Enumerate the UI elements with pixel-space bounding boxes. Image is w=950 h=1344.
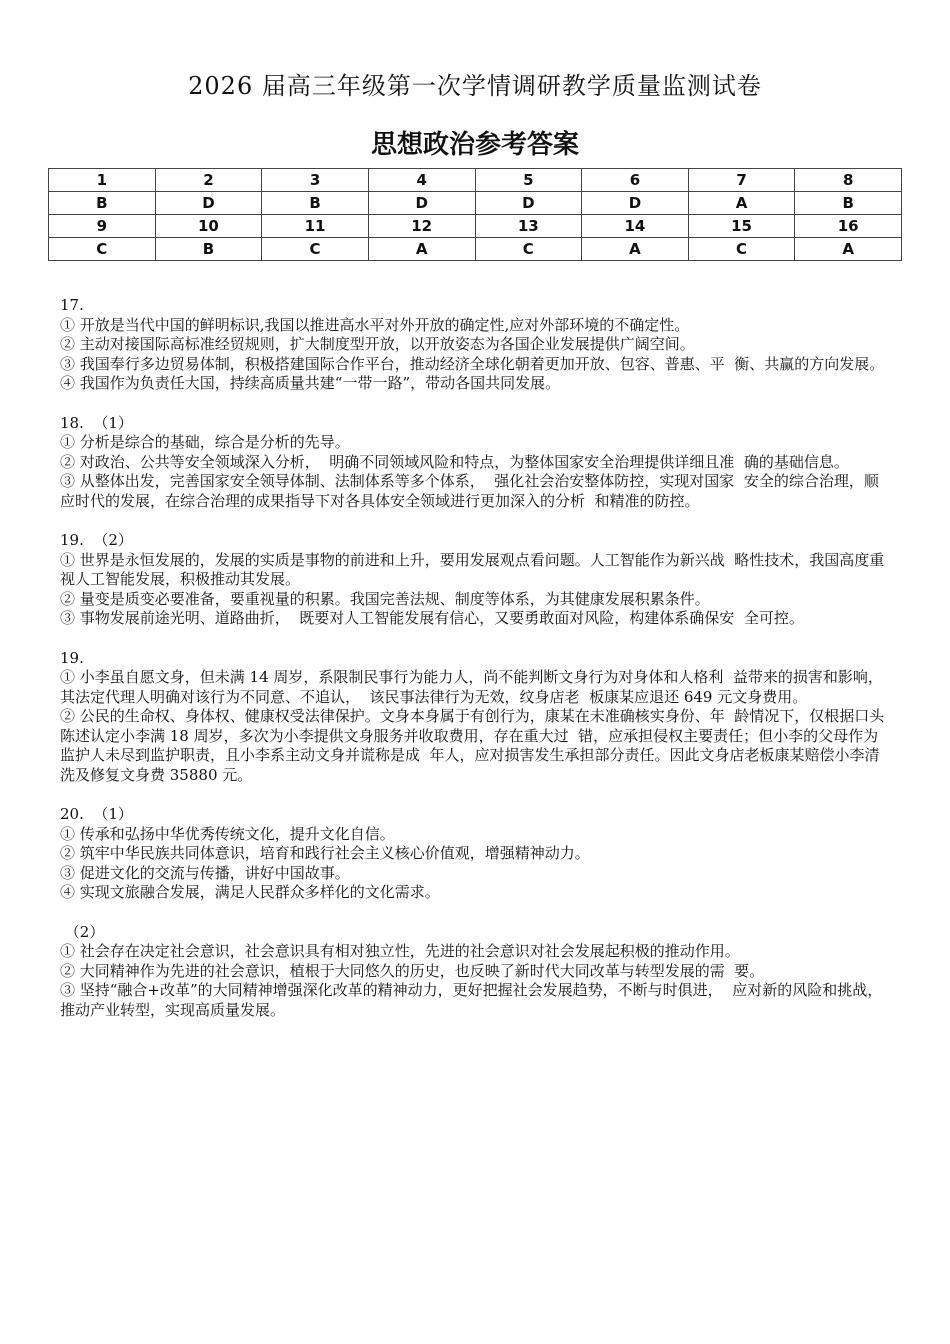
answer-letter-cell: B bbox=[155, 238, 262, 261]
answer-letter-cell: A bbox=[795, 238, 902, 261]
answer-point: ④ 我国作为负责任大国，持续高质量共建“一带一路”，带动各国共同发展。 bbox=[60, 374, 561, 392]
answer-point: ② 对政治、公共等安全领域深入分析， 明确不同领域风险和特点，为整体国家安全治理提供详细且准 确的基础信息。 bbox=[60, 452, 849, 471]
answer-point: ① 世界是永恒发展的，发展的实质是事物的前进和上升，要用发展观点看问题。人工智能作为新兴战 略性技术，我国高度重视人工智能发展，积极推动其发展。 bbox=[60, 550, 885, 588]
answer-letter-cell: C bbox=[475, 238, 582, 261]
answer-point: ③ 促进文化的交流与传播，讲好中国故事。 bbox=[60, 863, 350, 882]
question-number-cell: 14 bbox=[582, 215, 689, 238]
answer-block bbox=[60, 923, 890, 1021]
question-number-cell: 11 bbox=[262, 215, 369, 238]
question-number-cell: 4 bbox=[368, 169, 475, 192]
answer-point: ③ 从整体出发，完善国家安全领导体制、法制体系等多个体系， 强化社会治安整体防控，实现对国家 安全的综合治理，顺应时代的发展，在综合治理的成果指导下对各具体安全领域进行更加深入的分析 和精准的防控。 bbox=[60, 472, 879, 510]
question-heading: （2） bbox=[60, 922, 105, 941]
answer-letter-cell: C bbox=[49, 238, 156, 261]
answer-letter-cell: A bbox=[368, 238, 475, 261]
question-number-cell: 3 bbox=[262, 169, 369, 192]
question-heading: 19. bbox=[60, 648, 84, 667]
answer-point: ② 筑牢中华民族共同体意识，培育和践行社会主义核心价值观，增强精神动力。 bbox=[60, 844, 590, 862]
question-number-cell: 2 bbox=[155, 169, 262, 192]
answer-letter-cell: A bbox=[582, 238, 689, 261]
answer-content bbox=[60, 296, 890, 1040]
answer-point: ① 传承和弘扬中华优秀传统文化，提升文化自信。 bbox=[60, 824, 395, 843]
question-number-cell: 16 bbox=[795, 215, 902, 238]
answer-block bbox=[60, 805, 890, 903]
answer-block bbox=[60, 296, 890, 394]
question-heading: 18. （1） bbox=[60, 413, 133, 432]
answer-letter-cell: B bbox=[49, 192, 156, 215]
question-number-cell: 1 bbox=[49, 169, 156, 192]
answer-letter-cell: B bbox=[795, 192, 902, 215]
question-number-cell: 9 bbox=[49, 215, 156, 238]
answer-point: ④ 实现文旅融合发展，满足人民群众多样化的文化需求。 bbox=[60, 883, 440, 901]
answer-point: ① 社会存在决定社会意识，社会意识具有相对独立性，先进的社会意识对社会发展起积极的推动作用。 bbox=[60, 942, 740, 960]
answer-point: ③ 事物发展前途光明、道路曲折， 既要对人工智能发展有信心，又要勇敢面对风险，构建体系确保安 全可控。 bbox=[60, 609, 804, 627]
answer-letter-cell: D bbox=[582, 192, 689, 215]
question-heading: 19. （2） bbox=[60, 531, 133, 549]
question-number-cell: 15 bbox=[688, 215, 795, 238]
question-number-cell: 13 bbox=[475, 215, 582, 238]
question-number-cell: 10 bbox=[155, 215, 262, 238]
question-heading: 20. （1） bbox=[60, 805, 133, 823]
answer-point: ② 量变是质变必要准备，要重视量的积累。我国完善法规、制度等体系，为其健康发展积累条件。 bbox=[60, 589, 710, 608]
answer-point: ② 主动对接国际高标准经贸规则，扩大制度型开放，以开放姿态为各国企业发展提供广阔空间。 bbox=[60, 335, 695, 353]
answer-point: ① 开放是当代中国的鲜明标识,我国以推进高水平对外开放的确定性,应对外部环境的不确定性。 bbox=[60, 315, 690, 334]
answer-block bbox=[60, 531, 890, 629]
answer-letter-cell: D bbox=[368, 192, 475, 215]
answer-letter-cell: C bbox=[262, 238, 369, 261]
answer-point: ① 小李虽自愿文身，但未满 14 周岁，系限制民事行为能力人，尚不能判断文身行为对身体和人格利 益带来的损害和影响，其法定代理人明确对该行为不同意、不追认， 该民事法律行为无效，纹身店老 板康某应退还 649 元文身费用。 bbox=[60, 668, 883, 706]
answer-letter-cell: C bbox=[688, 238, 795, 261]
question-number-cell: 6 bbox=[582, 169, 689, 192]
answer-point: ③ 我国奉行多边贸易体制，积极搭建国际合作平台，推动经济全球化朝着更加开放、包容、普惠、平 衡、共赢的方向发展。 bbox=[60, 354, 885, 373]
answer-block bbox=[60, 414, 890, 512]
answer-table-row bbox=[49, 192, 902, 215]
answer-letter-cell: A bbox=[688, 192, 795, 215]
answer-block bbox=[60, 649, 890, 786]
answer-table bbox=[48, 168, 902, 261]
question-number-cell: 12 bbox=[368, 215, 475, 238]
question-number-cell: 5 bbox=[475, 169, 582, 192]
answer-letter-cell: D bbox=[475, 192, 582, 215]
answer-table-row bbox=[49, 238, 902, 261]
answer-point: ③ 坚持“融合+改革”的大同精神增强深化改革的精神动力，更好把握社会发展趋势，不断与时俱进， 应对新的风险和挑战，推动产业转型，实现高质量发展。 bbox=[60, 981, 883, 1019]
exam-title: 2026 届高三年级第一次学情调研教学质量监测试卷 bbox=[188, 72, 762, 100]
answer-table-row bbox=[49, 215, 902, 238]
answer-letter-cell: B bbox=[262, 192, 369, 215]
answer-letter-cell: D bbox=[155, 192, 262, 215]
answer-key-title: 思想政治参考答案 bbox=[370, 130, 579, 160]
question-number-cell: 8 bbox=[795, 169, 902, 192]
question-heading: 17. bbox=[60, 296, 84, 314]
answer-point: ② 公民的生命权、身体权、健康权受法律保护。文身本身属于有创行为，康某在未准确核实身份、年 龄情况下，仅根据口头陈述认定小李满 18 周岁，多次为小李提供文身服务并收取费用，存在重大过 错，应承担侵权主要责任；但小李的父母作为监护人未尽到监护职责，且小李系主动文身并谎称是成 年人，应对损害发生承担部分责任。因此文身店老板康某赔偿小李清洗及修复文身费 35880 元。 bbox=[60, 707, 885, 784]
answer-table-row bbox=[49, 169, 902, 192]
answer-point: ② 大同精神作为先进的社会意识，植根于大同悠久的历史，也反映了新时代大同改革与转型发展的需 要。 bbox=[60, 961, 765, 980]
answer-point: ① 分析是综合的基础，综合是分析的先导。 bbox=[60, 433, 350, 451]
question-number-cell: 7 bbox=[688, 169, 795, 192]
